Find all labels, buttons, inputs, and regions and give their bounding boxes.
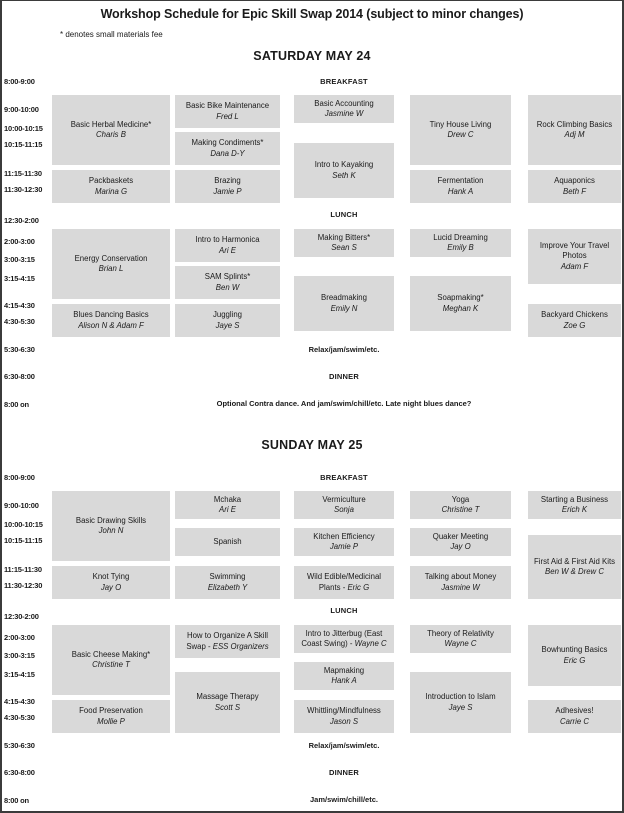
dinner-label: DINNER <box>329 768 359 777</box>
workshop-session-block[interactable] <box>528 229 621 284</box>
time-slot-label: 3:15-4:15 <box>4 670 35 679</box>
time-slot-label: 4:15-4:30 <box>4 301 35 310</box>
session-instructor: Seth K <box>332 170 356 180</box>
workshop-session-block[interactable] <box>294 491 394 519</box>
lunch-label: LUNCH <box>330 606 358 615</box>
workshop-session-block[interactable] <box>175 170 280 203</box>
session-title: Introduction to Islam <box>425 692 496 701</box>
session-title: Spanish <box>213 536 242 546</box>
session-instructor: Wayne C <box>354 639 387 648</box>
session-instructor: Jamie P <box>213 186 242 196</box>
workshop-session-block[interactable] <box>410 566 511 599</box>
time-slot-label: 8:00-9:00 <box>4 473 35 482</box>
workshop-session-block[interactable] <box>175 625 280 658</box>
materials-fee-footnote: * denotes small materials fee <box>60 30 163 39</box>
session-instructor: Charis B <box>96 130 126 139</box>
relax-label: Relax/jam/swim/etc. <box>308 345 380 354</box>
session-title: How to Organize A Skill Swap - ESS Organizers <box>186 631 269 651</box>
workshop-session-block[interactable] <box>175 229 280 262</box>
session-title: Yoga <box>451 494 470 504</box>
workshop-session-block[interactable] <box>528 95 621 165</box>
workshop-session-block[interactable] <box>175 528 280 556</box>
workshop-session-block[interactable] <box>528 170 621 203</box>
session-instructor: Ari E <box>219 245 236 255</box>
time-slot-label: 6:30-8:00 <box>4 372 35 381</box>
session-title: Making Condiments* <box>191 138 264 147</box>
session-title: Basic Drawing Skills <box>75 515 147 525</box>
time-slot-label: 12:30-2:00 <box>4 612 39 621</box>
session-title: Whittling/Mindfulness <box>307 706 381 715</box>
time-slot-label: 11:30-12:30 <box>4 185 43 194</box>
session-instructor: Ben W <box>215 282 240 292</box>
session-title: Vermiculture <box>322 494 366 504</box>
session-title: Wild Edible/Medicinal Plants - Eric G <box>306 572 382 592</box>
session-instructor: Erich K <box>561 505 588 514</box>
workshop-session-block[interactable] <box>528 535 621 599</box>
session-title: Improve Your Travel Photos <box>539 240 610 261</box>
session-instructor: Adj M <box>564 130 585 139</box>
session-instructor: Sean S <box>331 243 357 252</box>
workshop-session-block[interactable] <box>294 276 394 331</box>
workshop-session-block[interactable] <box>175 304 280 337</box>
session-instructor: Dana D-Y <box>210 148 245 158</box>
session-instructor: Eric G <box>563 655 586 665</box>
session-title: Basic Bike Maintenance <box>185 101 270 110</box>
session-instructor: Wayne C <box>444 639 477 648</box>
session-title: Blues Dancing Basics <box>73 310 149 319</box>
session-instructor: Hank A <box>331 676 357 685</box>
session-title: Packbaskets <box>88 176 134 185</box>
workshop-session-block[interactable] <box>52 491 170 561</box>
session-instructor: Ben W & Drew C <box>545 567 604 576</box>
session-instructor: Brian L <box>98 264 124 273</box>
workshop-session-block[interactable] <box>294 566 394 599</box>
session-instructor: Drew C <box>447 130 474 139</box>
workshop-session-block[interactable] <box>52 170 170 203</box>
session-title: Energy Conservation <box>74 253 148 263</box>
time-slot-label: 9:00-10:00 <box>4 501 39 510</box>
session-title: Juggling <box>212 310 243 319</box>
session-title: SAM Splints* <box>204 272 251 281</box>
saturday-header: SATURDAY MAY 24 <box>253 49 371 63</box>
session-instructor: Jasmine W <box>441 582 480 592</box>
workshop-session-block[interactable] <box>410 95 511 165</box>
session-instructor: Emily N <box>330 303 358 313</box>
time-slot-label: 11:15-11:30 <box>4 169 42 178</box>
workshop-session-block[interactable] <box>175 672 280 733</box>
session-instructor: ESS Organizers <box>212 641 269 651</box>
session-instructor: Elizabeth Y <box>207 582 248 592</box>
workshop-session-block[interactable] <box>294 700 394 733</box>
workshop-session-block[interactable] <box>294 229 394 257</box>
workshop-session-block[interactable] <box>410 491 511 519</box>
session-instructor: Sonja <box>334 505 354 514</box>
breakfast-label: BREAKFAST <box>320 473 368 482</box>
session-instructor: Jamie P <box>329 542 359 551</box>
workshop-session-block[interactable] <box>52 625 170 695</box>
time-slot-label: 6:30-8:00 <box>4 768 35 777</box>
time-slot-label: 3:15-4:15 <box>4 274 35 283</box>
session-instructor: Adam F <box>560 261 589 271</box>
session-title: Lucid Dreaming <box>433 232 488 242</box>
time-slot-label: 8:00 on <box>4 796 29 805</box>
workshop-session-block[interactable] <box>410 625 511 653</box>
session-title: Aquaponics <box>554 176 595 185</box>
time-slot-label: 11:30-12:30 <box>4 581 43 590</box>
session-title: Adhesives! <box>555 706 594 715</box>
session-instructor: Mollie P <box>97 716 125 726</box>
session-title: Brazing <box>214 176 241 185</box>
workshop-session-block[interactable] <box>528 491 621 519</box>
time-slot-label: 10:15-11:15 <box>4 140 43 149</box>
workshop-session-block[interactable] <box>52 229 170 299</box>
session-title: Soapmaking* <box>437 293 484 302</box>
session-title: Tiny House Living <box>429 119 492 129</box>
dinner-label: DINNER <box>329 372 359 381</box>
session-instructor: Ari E <box>219 505 236 514</box>
time-slot-label: 5:30-6:30 <box>4 741 35 750</box>
workshop-session-block[interactable] <box>410 229 511 257</box>
session-instructor: Christine T <box>441 505 480 514</box>
session-instructor: Carrie C <box>559 716 590 726</box>
session-instructor: Fred L <box>216 111 239 121</box>
workshop-session-block[interactable] <box>175 566 280 599</box>
session-instructor: Jay O <box>100 582 122 592</box>
session-title: Intro to Jitterbug (East Coast Swing) - Wayne C <box>301 628 387 648</box>
session-title: Knot Tying <box>92 572 130 581</box>
session-title: Quaker Meeting <box>432 531 489 541</box>
time-slot-label: 10:00-10:15 <box>4 124 43 133</box>
session-instructor: Jason S <box>329 716 359 726</box>
session-title: Breadmaking <box>321 293 367 302</box>
time-slot-label: 3:00-3:15 <box>4 651 35 660</box>
session-title: Basic Accounting <box>314 98 374 108</box>
workshop-session-block[interactable] <box>294 95 394 123</box>
session-title: Intro to Kayaking <box>314 160 374 169</box>
workshop-session-block[interactable] <box>175 266 280 299</box>
time-slot-label: 10:00-10:15 <box>4 520 43 529</box>
workshop-session-block[interactable] <box>294 662 394 690</box>
workshop-session-block[interactable] <box>294 143 394 198</box>
workshop-session-block[interactable] <box>294 625 394 653</box>
session-title: Starting a Business <box>540 494 609 504</box>
session-instructor: Jasmine W <box>324 109 364 118</box>
session-title: Intro to Harmonica <box>195 235 260 244</box>
session-instructor: John N <box>98 526 124 535</box>
time-slot-label: 2:00-3:00 <box>4 237 35 246</box>
workshop-session-block[interactable] <box>410 276 511 331</box>
session-instructor: Scott S <box>214 702 241 712</box>
session-title: Talking about Money <box>424 572 497 581</box>
breakfast-label: BREAKFAST <box>320 77 368 86</box>
session-title: Making Bitters* <box>317 232 371 242</box>
evening-activity-label: Optional Contra dance. And jam/swim/chill/etc. Late night blues dance? <box>216 399 472 408</box>
time-slot-label: 4:30-5:30 <box>4 317 35 326</box>
session-instructor: Christine T <box>92 660 130 669</box>
page-title: Workshop Schedule for Epic Skill Swap 2014 (subject to minor changes) <box>100 7 524 21</box>
session-instructor: Meghan K <box>442 303 479 313</box>
workshop-session-block[interactable] <box>175 95 280 128</box>
evening-activity-label: Jam/swim/chill/etc. <box>310 795 378 804</box>
session-title: First Aid & First Aid Kits <box>533 556 616 566</box>
lunch-label: LUNCH <box>330 210 358 219</box>
session-instructor: Marina G <box>94 186 128 196</box>
time-slot-label: 4:15-4:30 <box>4 697 35 706</box>
workshop-session-block[interactable] <box>52 95 170 165</box>
time-slot-label: 12:30-2:00 <box>4 216 39 225</box>
session-instructor: Jay O <box>450 542 471 551</box>
workshop-session-block[interactable] <box>294 528 394 556</box>
session-title: Theory of Relativity <box>427 628 494 638</box>
session-title: Basic Cheese Making* <box>71 649 151 659</box>
time-slot-label: 10:15-11:15 <box>4 536 43 545</box>
workshop-session-block[interactable] <box>175 132 280 165</box>
workshop-session-block[interactable] <box>52 700 170 733</box>
sunday-header: SUNDAY MAY 25 <box>261 438 363 452</box>
time-slot-label: 5:30-6:30 <box>4 345 35 354</box>
workshop-session-block[interactable] <box>52 304 170 337</box>
time-slot-label: 3:00-3:15 <box>4 255 35 264</box>
session-title: Mchaka <box>213 494 242 504</box>
time-slot-label: 8:00-9:00 <box>4 77 35 86</box>
workshop-session-block[interactable] <box>528 625 621 686</box>
workshop-session-block[interactable] <box>175 491 280 519</box>
workshop-session-block[interactable] <box>528 700 621 733</box>
session-title: Fermentation <box>437 176 484 185</box>
session-instructor: Eric G <box>347 582 370 592</box>
session-instructor: Jaye S <box>448 702 473 712</box>
workshop-session-block[interactable] <box>410 528 511 556</box>
workshop-session-block[interactable] <box>410 170 511 203</box>
time-slot-label: 2:00-3:00 <box>4 633 35 642</box>
session-instructor: Emily B <box>447 243 474 252</box>
time-slot-label: 4:30-5:30 <box>4 713 35 722</box>
session-title: Bowhunting Basics <box>541 645 608 654</box>
time-slot-label: 8:00 on <box>4 400 29 409</box>
session-title: Rock Climbing Basics <box>536 119 613 129</box>
session-title: Backyard Chickens <box>541 310 608 319</box>
session-title: Massage Therapy <box>196 692 259 701</box>
session-instructor: Beth F <box>563 186 586 196</box>
time-slot-label: 9:00-10:00 <box>4 105 39 114</box>
session-title: Kitchen Efficiency <box>313 531 375 541</box>
session-instructor: Zoe G <box>563 320 586 330</box>
workshop-session-block[interactable] <box>52 566 170 599</box>
session-title: Food Preservation <box>79 706 143 715</box>
session-title: Swimming <box>209 572 246 581</box>
session-title: Mapmaking <box>323 665 365 675</box>
session-instructor: Hank A <box>447 186 474 196</box>
relax-label: Relax/jam/swim/etc. <box>308 741 380 750</box>
session-title: Basic Herbal Medicine* <box>70 119 152 129</box>
workshop-session-block[interactable] <box>528 304 621 337</box>
session-instructor: Jaye S <box>215 320 240 330</box>
session-instructor: Alison N & Adam F <box>78 320 144 330</box>
time-slot-label: 11:15-11:30 <box>4 565 42 574</box>
workshop-session-block[interactable] <box>410 672 511 733</box>
